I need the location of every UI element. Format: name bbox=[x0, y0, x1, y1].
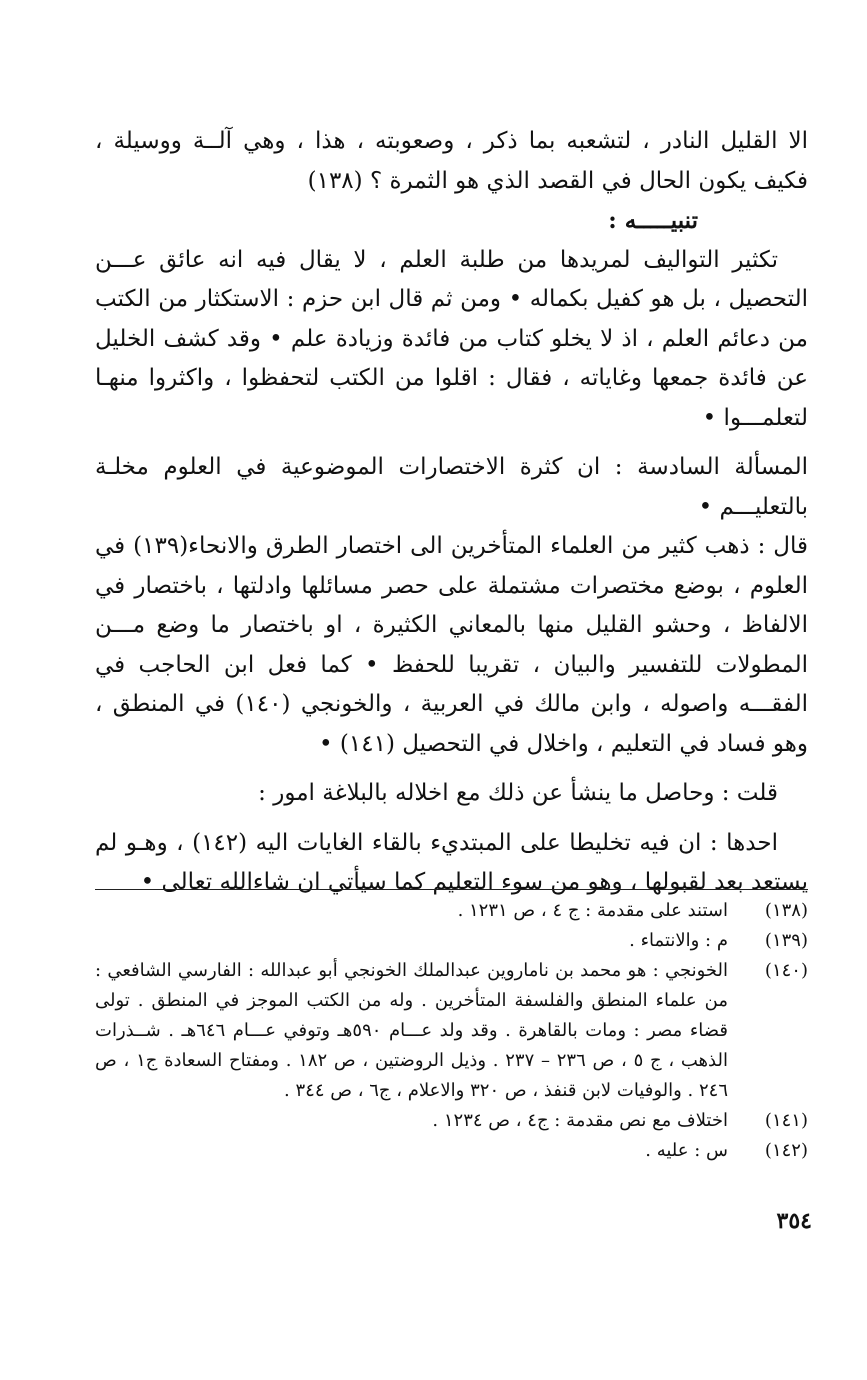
paragraph-qultu: قلت : وحاصل ما ينشأ عن ذلك مع اخلاله بالبلاغة امور : bbox=[258, 780, 778, 806]
footnote-text: اختلاف مع نص مقدمة : ج٤ ، ص ١٢٣٤ . bbox=[432, 1110, 728, 1131]
paragraph-taktheer: تكثير التواليف لمريدها من طلبة العلم ، لا يقال فيه انه عائق عـــن التحصيل ، بل هو كفيل بكماله • ومن ثم قال ابن حزم : الاستكثار من الكتب من دعائم العلم ، اذ لا يخلو كتاب من فائدة وزيادة علم • وقد كشف الخليل عن فائدة جمعها وغاياته ، فقال : اقلوا من الكتب لتحفظوا ، واكثروا منهـا لتعلمـــوا • bbox=[95, 246, 808, 431]
paragraph-ahaduha: احدها : ان فيه تخليطا على المبتديء بالقاء الغايات اليه (١٤٢) ، وهـو لم يستعد بعد لقبولها ، وهو من سوء التعليم كما سيأتي ان شاءالله تعالى • bbox=[95, 829, 808, 895]
paragraph-masala-sadisa: المسألة السادسة : ان كثرة الاختصارات الموضوعية في العلوم مخلـة بالتعليـــم • bbox=[95, 454, 808, 520]
main-text bbox=[95, 122, 808, 903]
section-heading-tanbih: تنبيـــــه : bbox=[608, 207, 698, 234]
footnote bbox=[95, 1106, 808, 1136]
footnote bbox=[95, 956, 808, 1106]
footnote bbox=[95, 926, 808, 956]
paragraph-gap bbox=[95, 814, 808, 824]
paragraph-gap bbox=[95, 438, 808, 448]
page-number: ٣٥٤ bbox=[776, 1208, 812, 1234]
paragraph-intro: الا القليل النادر ، لتشعبه بما ذكر ، وصعوبته ، هذا ، وهي آلــة ووسيلة ، فكيف يكون الحال في القصد الذي هو الثمرة ؟ (١٣٨) bbox=[95, 128, 808, 194]
footnote-number: (١٤٠) bbox=[764, 960, 808, 981]
footnotes bbox=[95, 896, 808, 1166]
footnote-separator bbox=[95, 889, 808, 890]
footnote-number: (١٤١) bbox=[764, 1110, 808, 1131]
paragraph-gap bbox=[95, 764, 808, 774]
footnote-number: (١٤٢) bbox=[764, 1140, 808, 1161]
footnote-text: الخونجي : هو محمد بن ناماروين عبدالملك الخونجي أبو عبدالله : الفارسي الشافعي : من علماء المنطق والفلسفة المتأخرين . وله من الكتب الموجز في المنطق . تولى قضاء مصر : ومات بالقاهرة . وقد ولد عـــام ٥٩٠هـ وتوفي عـــام ٦٤٦هـ . شــذرات الذهب ، ج ٥ ، ص ٢٣٦ – ٢٣٧ . وذيل الروضتين ، ص ١٨٢ . ومفتاح السعادة ج١ ، ص ٢٤٦ . والوفيات لابن قنفذ ، ص ٣٢٠ والاعلام ، ج٦ ، ص ٣٤٤ . bbox=[95, 960, 728, 1101]
footnote-text: م : والانتماء . bbox=[629, 930, 728, 951]
footnote-number: (١٣٩) bbox=[764, 930, 808, 951]
paragraph-qala: قال : ذهب كثير من العلماء المتأخرين الى اختصار الطرق والانحاء(١٣٩) في العلوم ، بوضع مختصرات مشتملة على حصر مسائلها وادلتها ، باختصار في الالفاظ ، وحشو القليل منها بالمعاني الكثيرة ، او باختصار ما وضع مـــن المطولات للتفسير والبيان ، تقريبا للحفظ • كما فعل ابن الحاجب في الفقـــه واصوله ، وابن مالك في العربية ، والخونجي (١٤٠) في المنطق ، وهو فساد في التعليم ، واخلال في التحصيل (١٤١) • bbox=[95, 533, 809, 757]
footnote-number: (١٣٨) bbox=[764, 900, 808, 921]
footnote-text: س : عليه . bbox=[645, 1140, 728, 1161]
footnote bbox=[95, 1136, 808, 1166]
footnote-text: استند على مقدمة : ج ٤ ، ص ١٢٣١ . bbox=[457, 900, 728, 921]
footnote bbox=[95, 896, 808, 926]
